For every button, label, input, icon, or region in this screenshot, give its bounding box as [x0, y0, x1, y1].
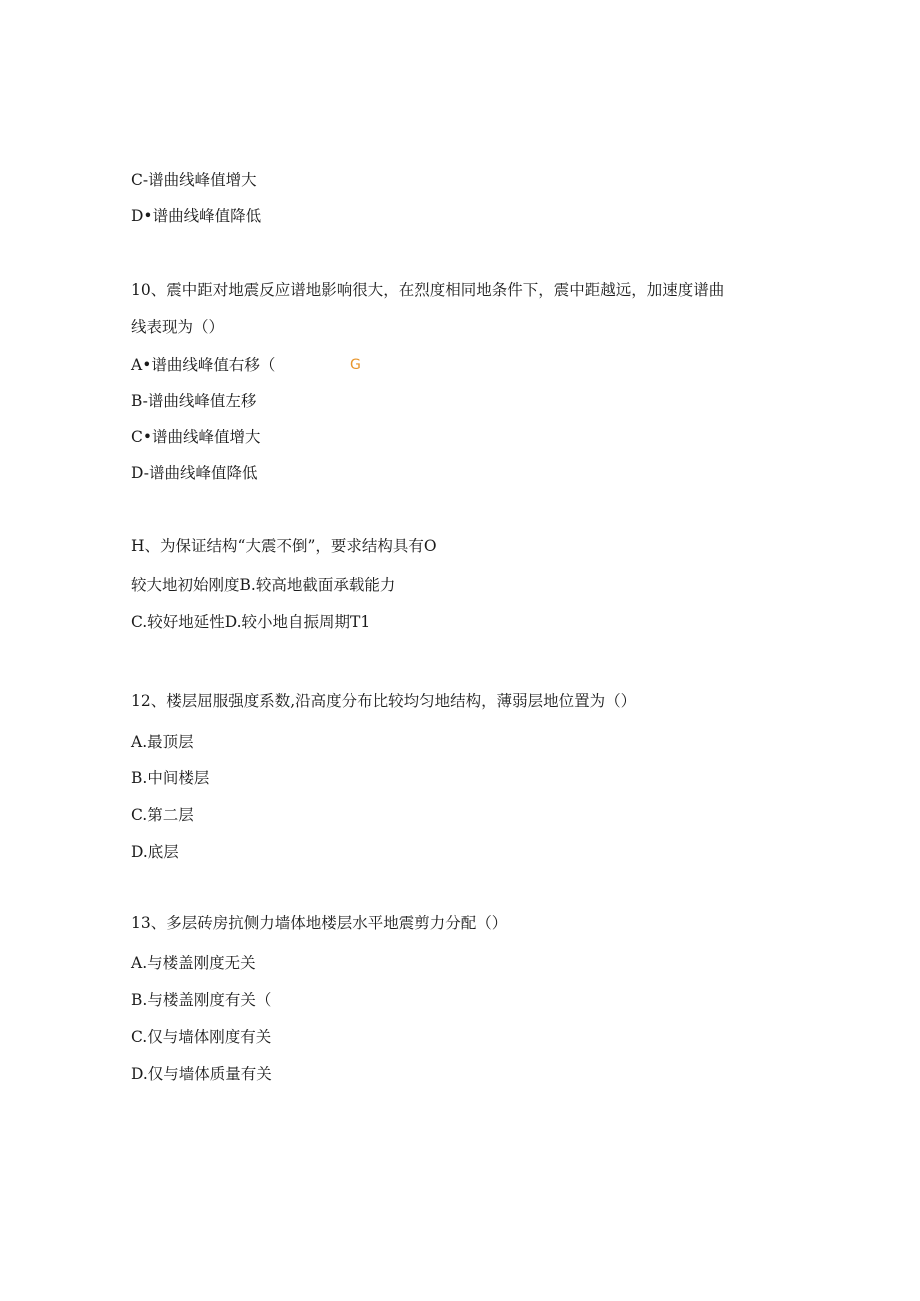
q11-options-line2: C.较好地延性D.较小地自振周期T1	[131, 613, 371, 631]
q10-option-b: B-谱曲线峰值左移	[131, 392, 257, 410]
q11-stem: H、为保证结构“大震不倒”，要求结构具有O	[131, 537, 437, 555]
q12-option-c: C.第二层	[131, 806, 194, 824]
q10-option-a: A•谱曲线峰值右移（	[131, 356, 276, 374]
q9-option-d: D•谱曲线峰值降低	[131, 207, 262, 225]
q10-option-c: C•谱曲线峰值增大	[131, 428, 261, 446]
q12-option-a: A.最顶层	[131, 733, 194, 751]
q12-option-b: B.中间楼层	[131, 769, 210, 787]
q12-stem: 12、楼层屈服强度系数,沿高度分布比较均匀地结构，薄弱层地位置为（）	[131, 692, 637, 710]
q13-option-d: D.仅与墙体质量有关	[131, 1065, 272, 1083]
q10-stem-line1: 10、震中距对地震反应谱地影响很大，在烈度相同地条件下，震中距越远，加速度谱曲	[131, 281, 725, 299]
q13-option-a: A.与楼盖刚度无关	[131, 954, 256, 972]
q13-stem: 13、多层砖房抗侧力墙体地楼层水平地震剪力分配（）	[131, 914, 508, 932]
q10-stem-line2: 线表现为（）	[131, 318, 225, 336]
q10-option-a-mark: G	[350, 357, 361, 373]
q12-option-d: D.底层	[131, 843, 179, 861]
q11-options-line1: 较大地初始刚度B.较高地截面承载能力	[131, 576, 396, 594]
q10-option-d: D-谱曲线峰值降低	[131, 464, 258, 482]
q9-option-c: C-谱曲线峰值增大	[131, 171, 257, 189]
q13-option-c: C.仅与墙体刚度有关	[131, 1028, 272, 1046]
q13-option-b: B.与楼盖刚度有关（	[131, 991, 272, 1009]
